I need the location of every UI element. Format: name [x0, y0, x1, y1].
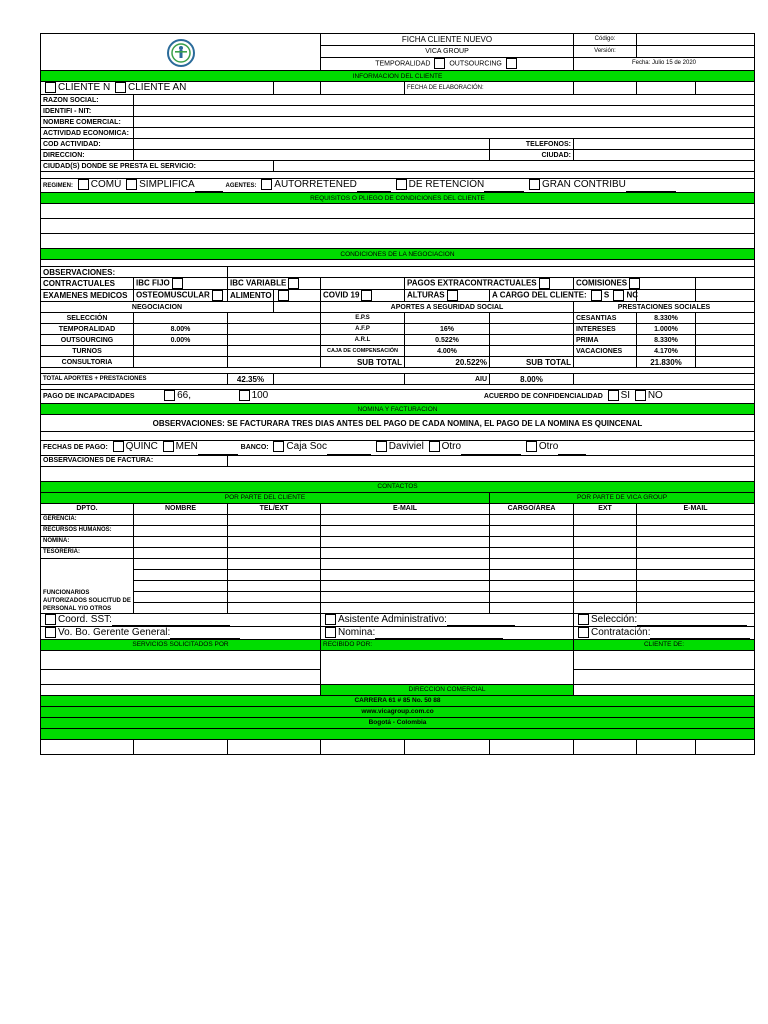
osteomuscular-item: [134, 290, 228, 302]
condiciones-row: TEMPORALIDAD 8.00% A.F.P 16% INTERESES 1.000%: [41, 324, 755, 335]
table-row: GERENCIA:: [41, 514, 755, 525]
direccion-comercial: DIRECCION COMERCIAL: [321, 684, 574, 695]
table-row: TESORERIA:: [41, 547, 755, 558]
actividad-economica-label: ACTIVIDAD ECONOMICA:: [41, 128, 134, 139]
de-retencion-label: DE RETENCIÓN: [408, 179, 485, 191]
incap-100-checkbox[interactable]: [239, 390, 250, 401]
pagos-extra-label: PAGOS EXTRACONTRACTUALES: [407, 278, 537, 288]
otro1-checkbox[interactable]: [429, 441, 440, 452]
total-value: 42.35%: [228, 374, 274, 385]
requisitos-line-3[interactable]: [41, 234, 755, 249]
servicios-field[interactable]: [41, 650, 321, 669]
acuerdo-no-checkbox[interactable]: [635, 390, 646, 401]
examenes-label: EXAMENES MEDICOS: [41, 290, 134, 302]
por-vica-header: POR PARTE DE VICA GROUP: [490, 492, 755, 503]
gran-contribuyente-checkbox[interactable]: [529, 179, 540, 190]
otro1-label: Otro: [441, 441, 462, 453]
covid-item: [321, 290, 405, 302]
osteomuscular-label: OSTEOMUSCULAR: [136, 290, 210, 300]
cliente-antiguo-label: CLIENTE AN: [128, 82, 187, 94]
ibc-variable-checkbox[interactable]: [288, 278, 299, 289]
seleccion-checkbox[interactable]: [578, 614, 589, 625]
caja-social-checkbox[interactable]: [273, 441, 284, 452]
sub-total-prest-label: SUB TOTAL: [490, 357, 574, 368]
table-row: NOMINA:: [41, 536, 755, 547]
comun-label: COMÚ: [90, 179, 122, 191]
nit-field[interactable]: [134, 106, 755, 117]
obs-factura-line[interactable]: [41, 466, 755, 481]
version-value[interactable]: [637, 45, 755, 57]
company-name: VICA GROUP: [321, 45, 574, 57]
asistente-checkbox[interactable]: [325, 614, 336, 625]
temporalidad-checkbox[interactable]: [434, 58, 445, 69]
direccion-label: DIRECCION:: [41, 150, 134, 161]
negociacion-header: NEGOCIACION: [41, 302, 274, 313]
observaciones-field[interactable]: [228, 267, 755, 278]
fechas-pago-label: FECHAS DE PAGO:: [43, 444, 108, 452]
davivienda-checkbox[interactable]: [376, 441, 387, 452]
a-cargo-si-checkbox[interactable]: [591, 290, 602, 301]
version-label: Versión:: [574, 45, 637, 57]
coord-sst-label: Coord. SST:: [58, 613, 112, 625]
cliente-antiguo-checkbox[interactable]: [115, 82, 126, 93]
simplificado-label: SIMPLIFICA: [139, 179, 195, 191]
section-condiciones-title: CONDICIONES DE LA NEGOCIACION: [41, 249, 755, 260]
section-requisitos-title: REQUISITOS O PLIEGO DE CONDICIONES DEL CLIENTE: [41, 193, 755, 204]
aportes-header: APORTES A SEGURIDAD SOCIAL: [321, 302, 574, 313]
agentes-label: AGENTES:: [225, 183, 257, 190]
ibc-fijo-checkbox[interactable]: [172, 278, 183, 289]
por-cliente-header: POR PARTE DEL CLIENTE: [41, 492, 490, 503]
outsourcing-checkbox[interactable]: [506, 58, 517, 69]
telefonos-label: TELEFONOS:: [490, 139, 574, 150]
cliente-de-field[interactable]: [574, 650, 755, 669]
nombre-comercial-label: NOMBRE COMERCIAL:: [41, 117, 134, 128]
ciudad-servicio-label: CIUDAD(S) DONDE SE PRESTA EL SERVICIO:: [41, 161, 274, 172]
funcionarios-label: FUNCIONARIOS AUTORIZADOS SOLICITUD DE PERSONAL Y/O OTROS: [41, 558, 134, 613]
a-cargo-item: [490, 290, 637, 302]
acuerdo-si-checkbox[interactable]: [608, 390, 619, 401]
section-contactos-title: CONTACTOS: [41, 481, 755, 492]
simplificado-checkbox[interactable]: [126, 179, 137, 190]
contactos-columns: DPTO. NOMBRE TEL/EXT E-MAIL CARGO/ÁREA EXT E-MAIL: [41, 503, 755, 514]
ciudad-field[interactable]: [574, 150, 755, 161]
alimento-item: [228, 290, 274, 302]
a-cargo-no-checkbox[interactable]: [613, 290, 624, 301]
servicios-header: SERVICIOS SOLICITADOS POR: [41, 639, 321, 650]
mensual-label: MEN: [175, 441, 198, 453]
pagos-extra-item: [405, 278, 574, 290]
alturas-checkbox[interactable]: [447, 290, 458, 301]
consultoria-label: CONSULTORIA: [41, 357, 134, 368]
incap-100-label: 100: [251, 390, 269, 402]
contratacion-label: Contratación:: [591, 626, 651, 638]
asistente-label: Asistente Administrativo:: [338, 613, 447, 625]
obs-factura-field[interactable]: [228, 455, 755, 466]
caja-social-label: Caja Soc: [286, 441, 327, 453]
contractuales-label: CONTRACTUALES: [41, 278, 134, 290]
pago-row: [41, 441, 755, 455]
outsourcing-label: OUTSOURCING: [449, 60, 502, 68]
coord-sst-checkbox[interactable]: [45, 614, 56, 625]
nit-label: IDENTIFI - NIT:: [41, 106, 134, 117]
recibido-header: RECIBIDO POR:: [321, 639, 574, 650]
codigo-label: Código:: [574, 34, 637, 46]
autorretenedor-checkbox[interactable]: [261, 179, 272, 190]
razon-social-field[interactable]: [134, 95, 755, 106]
vo-bo-item: [41, 626, 321, 639]
ciudad-label: CIUDAD:: [490, 150, 574, 161]
osteomuscular-checkbox[interactable]: [212, 290, 223, 301]
fecha-label: Fecha: Julio 15 de 2020: [574, 57, 755, 70]
telefonos-field[interactable]: [574, 139, 755, 150]
banco-label: BANCO:: [240, 444, 269, 452]
alturas-label: ALTURAS: [407, 290, 445, 300]
table-row: RECURSOS HUMANOS:: [41, 525, 755, 536]
cliente-de-header: CLIENTE DE:: [574, 639, 755, 650]
mensual-checkbox[interactable]: [163, 441, 174, 452]
coord-sst-item: [41, 613, 321, 626]
condiciones-row: TURNOS CAJA DE COMPENSACIÓN 4.00% VACACIONES 4.170%: [41, 346, 755, 357]
seleccion-label: Selección:: [591, 613, 638, 625]
actividad-economica-field[interactable]: [134, 128, 755, 139]
contratacion-item: [574, 626, 755, 639]
total-label: TOTAL APORTES + PRESTACIONES: [41, 374, 228, 385]
covid-label: COVID 19: [323, 290, 360, 300]
quincenal-label: QUINC: [125, 441, 158, 453]
contratacion-checkbox[interactable]: [578, 627, 589, 638]
regimen-label: REGIMEN:: [43, 183, 73, 190]
footer-web[interactable]: www.vicagroup.com.co: [41, 706, 755, 717]
alimento-label: ALIMENTO: [230, 291, 272, 301]
incap-66-checkbox[interactable]: [164, 390, 175, 401]
form-table: [40, 33, 755, 755]
client-form: [40, 33, 711, 755]
autorretenedor-label: AUTORRETENED: [274, 179, 357, 191]
nomina-firma-label: Nomina:: [338, 626, 376, 638]
ibc-fijo-item: [134, 278, 228, 290]
otro2-checkbox[interactable]: [526, 441, 537, 452]
incap-66-label: 66,: [177, 390, 191, 402]
asistente-item: [321, 613, 574, 626]
section-nomina-title: NOMINA Y FACTURACION: [41, 404, 755, 415]
incapacidades-row: [41, 390, 755, 404]
condiciones-row: OUTSOURCING 0.00% A.R.L 0.522% PRIMA 8.330%: [41, 335, 755, 346]
cliente-nuevo-label: CLIENTE N: [58, 82, 111, 94]
a-cargo-label: A CARGO DEL CLIENTE:: [492, 290, 587, 300]
seleccion-item: [574, 613, 755, 626]
otro2-label: Otro: [538, 441, 559, 453]
de-retencion-checkbox[interactable]: [396, 179, 407, 190]
nomina-checkbox[interactable]: [325, 627, 336, 638]
ciudad-servicio-field[interactable]: [274, 161, 755, 172]
ibc-fijo-label: IBC FIJO: [136, 278, 170, 288]
section-info-title: INFORMACION DEL CLIENTE: [41, 71, 755, 82]
a-cargo-no-label: NC: [626, 290, 639, 300]
aiu-label: AIU: [405, 374, 490, 385]
requisitos-line-2[interactable]: [41, 219, 755, 234]
alimento-checkbox[interactable]: [278, 290, 289, 301]
client-type: [41, 82, 274, 95]
nomina-item: [321, 626, 574, 639]
sub-total-aportes-value: 20.522%: [405, 357, 490, 368]
cod-actividad-field[interactable]: [134, 139, 490, 150]
cod-actividad-label: COD ACTIVIDAD:: [41, 139, 134, 150]
logo-cell: [41, 34, 321, 71]
sub-total-prest-value: 21.830%: [637, 357, 696, 368]
pago-incap-label: PAGO DE INCAPACIDADES: [43, 393, 135, 401]
footer-address: CARRERA 61 # 85 No. 50 88: [41, 695, 755, 706]
pagos-extra-checkbox[interactable]: [539, 278, 550, 289]
aiu-value: 8.00%: [490, 374, 574, 385]
temporalidad-label: TEMPORALIDAD: [375, 60, 431, 68]
comisiones-label: COMISIONES: [576, 278, 628, 288]
quincenal-checkbox[interactable]: [113, 441, 124, 452]
recibido-field[interactable]: [321, 650, 574, 684]
prestaciones-header: PRESTACIONES SOCIALES: [574, 302, 755, 313]
ibc-variable-item: [228, 278, 321, 290]
comisiones-item: [574, 278, 696, 290]
vica-logo: [161, 34, 201, 70]
observaciones-label: OBSERVACIONES:: [41, 267, 228, 278]
comisiones-checkbox[interactable]: [629, 278, 640, 289]
a-cargo-si-label: S: [603, 290, 610, 300]
requisitos-line-1[interactable]: [41, 204, 755, 219]
regimen-row: [41, 179, 755, 193]
consultoria-value[interactable]: [134, 357, 228, 368]
acuerdo-si-label: SI: [620, 390, 631, 402]
obs-factura-label: OBSERVACIONES DE FACTURA:: [41, 455, 228, 466]
comun-checkbox[interactable]: [78, 179, 89, 190]
service-type: [321, 57, 574, 70]
fecha-elaboracion-value[interactable]: [574, 82, 637, 95]
fecha-elaboracion-label: FECHA DE ELABORACIÓN:: [405, 82, 574, 95]
cliente-nuevo-checkbox[interactable]: [45, 82, 56, 93]
vo-bo-checkbox[interactable]: [45, 627, 56, 638]
gran-contribuyente-label: GRAN CONTRIBU: [542, 179, 626, 191]
form-title: FICHA CLIENTE NUEVO: [321, 34, 574, 46]
direccion-field[interactable]: [134, 150, 490, 161]
nombre-comercial-field[interactable]: [134, 117, 755, 128]
vo-bo-label: Vo. Bo. Gerente General:: [58, 626, 171, 638]
alturas-item: [405, 290, 490, 302]
footer-city: Bogotá - Colombia: [41, 717, 755, 728]
sub-total-aportes-label: SUB TOTAL: [321, 357, 405, 368]
ibc-variable-label: IBC VARIABLE: [230, 278, 287, 288]
acuerdo-no-label: NO: [647, 390, 663, 402]
covid-checkbox[interactable]: [361, 290, 372, 301]
razon-social-label: RAZON SOCIAL:: [41, 95, 134, 106]
nomina-observaciones: OBSERVACIONES: SE FACTURARA TRES DIAS ANTES DEL PAGO DE CADA NOMINA, EL PAGO DE LA NOMINA ES QUINCENAL: [41, 415, 755, 432]
codigo-value[interactable]: [637, 34, 755, 46]
condiciones-row: SELECCIÓN E.P.S CESANTIAS 8.330%: [41, 313, 755, 324]
acuerdo-label: ACUERDO DE CONFIDENCIALIDAD: [483, 393, 603, 401]
davivienda-label: Daviviel: [388, 441, 424, 453]
